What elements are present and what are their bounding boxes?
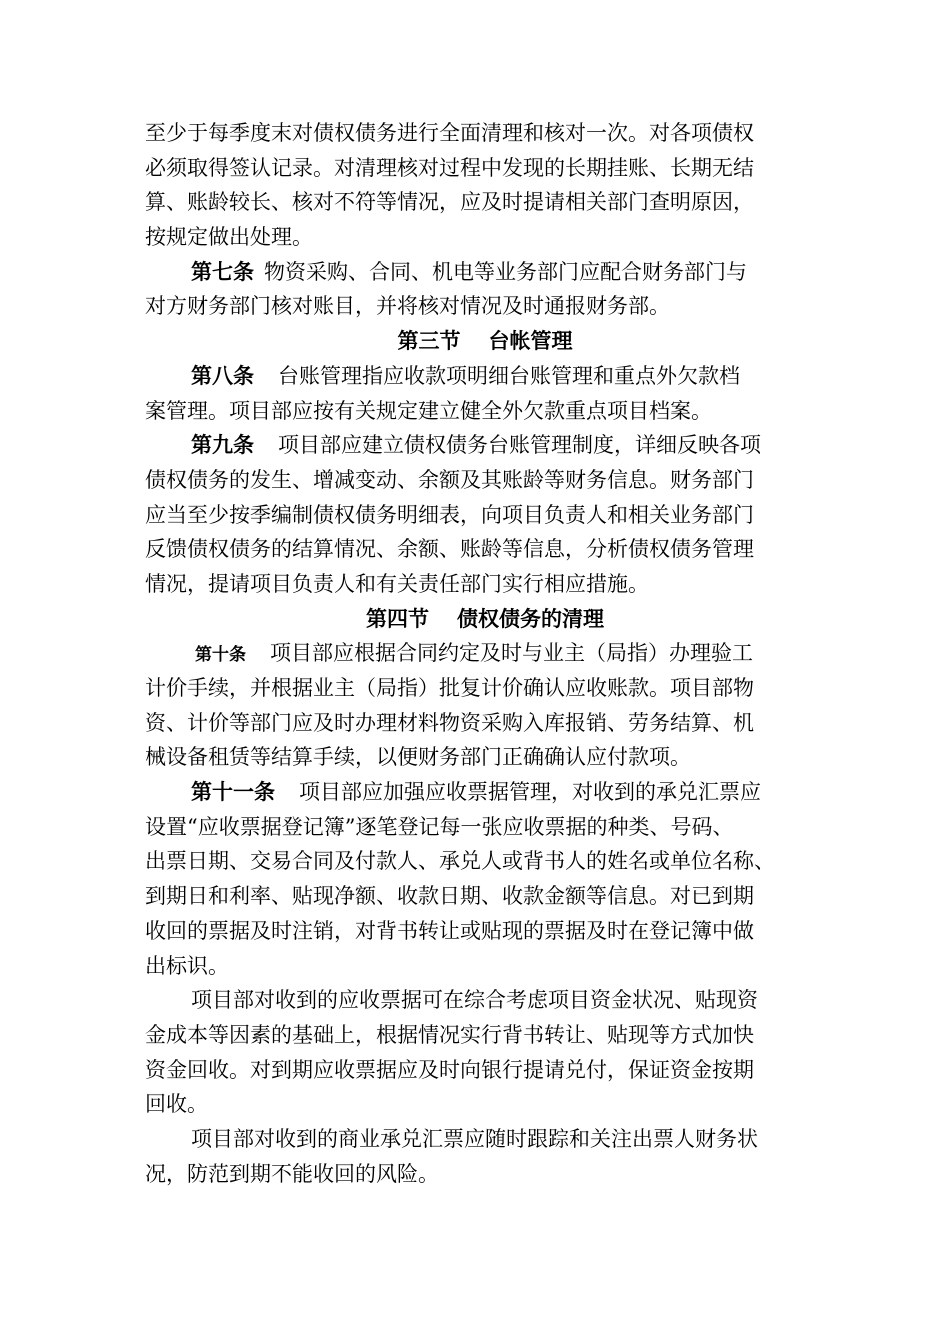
section-4-heading — [145, 602, 825, 637]
article-11-line — [145, 775, 825, 810]
section-3-title: 台帐管理 — [488, 328, 573, 354]
article-9-line — [145, 428, 825, 463]
text-line: 计价手续，并根据业主（局指）批复计价确认应收账款。项目部物 — [145, 676, 754, 700]
text-line: 回收。 — [145, 1092, 208, 1117]
section-3-number: 第三节 — [397, 328, 461, 354]
paragraph-commercial-bills-line: 项目部对收到的商业承兑汇票应随时跟踪和关注出票人财务状 — [191, 1126, 758, 1151]
section-4-number: 第四节 — [366, 605, 429, 631]
text-line: 应当至少按季编制债权债务明细表，向项目负责人和相关业务部门 — [145, 502, 754, 527]
document-page — [145, 116, 825, 1191]
article-10-text: 项目部应根据合同约定及时与业主（局指）办理验工 — [270, 641, 753, 666]
text-line: 械设备租赁等结算手续，以便财务部门正确确认应付款项。 — [145, 745, 691, 770]
article-9-label: 第九条 — [191, 432, 254, 458]
article-8-text: 台账管理指应收款项明细台账管理和重点外欠款档 — [278, 363, 740, 388]
text-line: 况，防范到期不能收回的风险。 — [145, 1161, 439, 1186]
text-line: 反馈债权债务的结算情况、余额、账龄等信息，分析债权债务管理 — [145, 537, 754, 562]
article-8-label: 第八条 — [191, 362, 254, 388]
article-10-line — [145, 636, 825, 671]
text-line: 算、账龄较长、核对不符等情况，应及时提请相关部门查明原因， — [145, 190, 754, 215]
article-9-text: 项目部应建立债权债务台账管理制度，详细反映各项 — [278, 433, 761, 458]
text-line: 债权债务的发生、增减变动、余额及其账龄等财务信息。财务部门 — [145, 467, 754, 492]
text-line: 案管理。项目部应按有关规定建立健全外欠款重点项目档案。 — [145, 398, 712, 423]
text-line: 金成本等因素的基础上，根据情况实行背书转让、贴现等方式加快 — [145, 1022, 754, 1047]
text-line: 收回的票据及时注销，对背书转让或贴现的票据及时在登记簿中做 — [145, 918, 754, 943]
article-8-line — [145, 359, 825, 394]
article-10-label: 第十条 — [195, 645, 246, 666]
text-line: 资、计价等部门应及时办理材料物资采购入库报销、劳务结算、机 — [145, 710, 754, 735]
text-line: 至少于每季度末对债权债务进行全面清理和核对一次。对各项债权 — [145, 121, 754, 145]
text-line: 情况，提请项目负责人和有关责任部门实行相应措施。 — [145, 571, 649, 596]
article-7-text: 物资采购、合同、机电等业务部门应配合财务部门与 — [264, 259, 747, 284]
paragraph-notes-receivable-line: 项目部对收到的应收票据可在综合考虑项目资金状况、贴现资 — [191, 988, 758, 1013]
article-11-label: 第十一条 — [191, 779, 275, 805]
text-line: 按规定做出处理。 — [145, 225, 313, 250]
article-11-text: 项目部应加强应收票据管理，对收到的承兑汇票应 — [299, 780, 761, 805]
article-7-label: 第七条 — [191, 258, 254, 284]
section-4-title: 债权债务的清理 — [457, 605, 604, 631]
text-line: 资金回收。对到期应收票据应及时向银行提请兑付，保证资金按期 — [145, 1057, 754, 1082]
section-3-heading — [145, 324, 825, 359]
text-line: 出票日期、交易合同及付款人、承兑人或背书人的姓名或单位名称、 — [145, 849, 775, 874]
article-7-line — [145, 255, 825, 290]
text-line: 必须取得签认记录。对清理核对过程中发现的长期挂账、长期无结 — [145, 155, 754, 180]
text-line: 设置“应收票据登记簿”逐笔登记每一张应收票据的种类、号码、 — [145, 814, 734, 839]
text-line: 到期日和利率、贴现净额、收款日期、收款金额等信息。对已到期 — [145, 884, 754, 909]
text-line: 出标识。 — [145, 953, 229, 978]
text-line: 对方财务部门核对账目，并将核对情况及时通报财务部。 — [145, 294, 670, 319]
